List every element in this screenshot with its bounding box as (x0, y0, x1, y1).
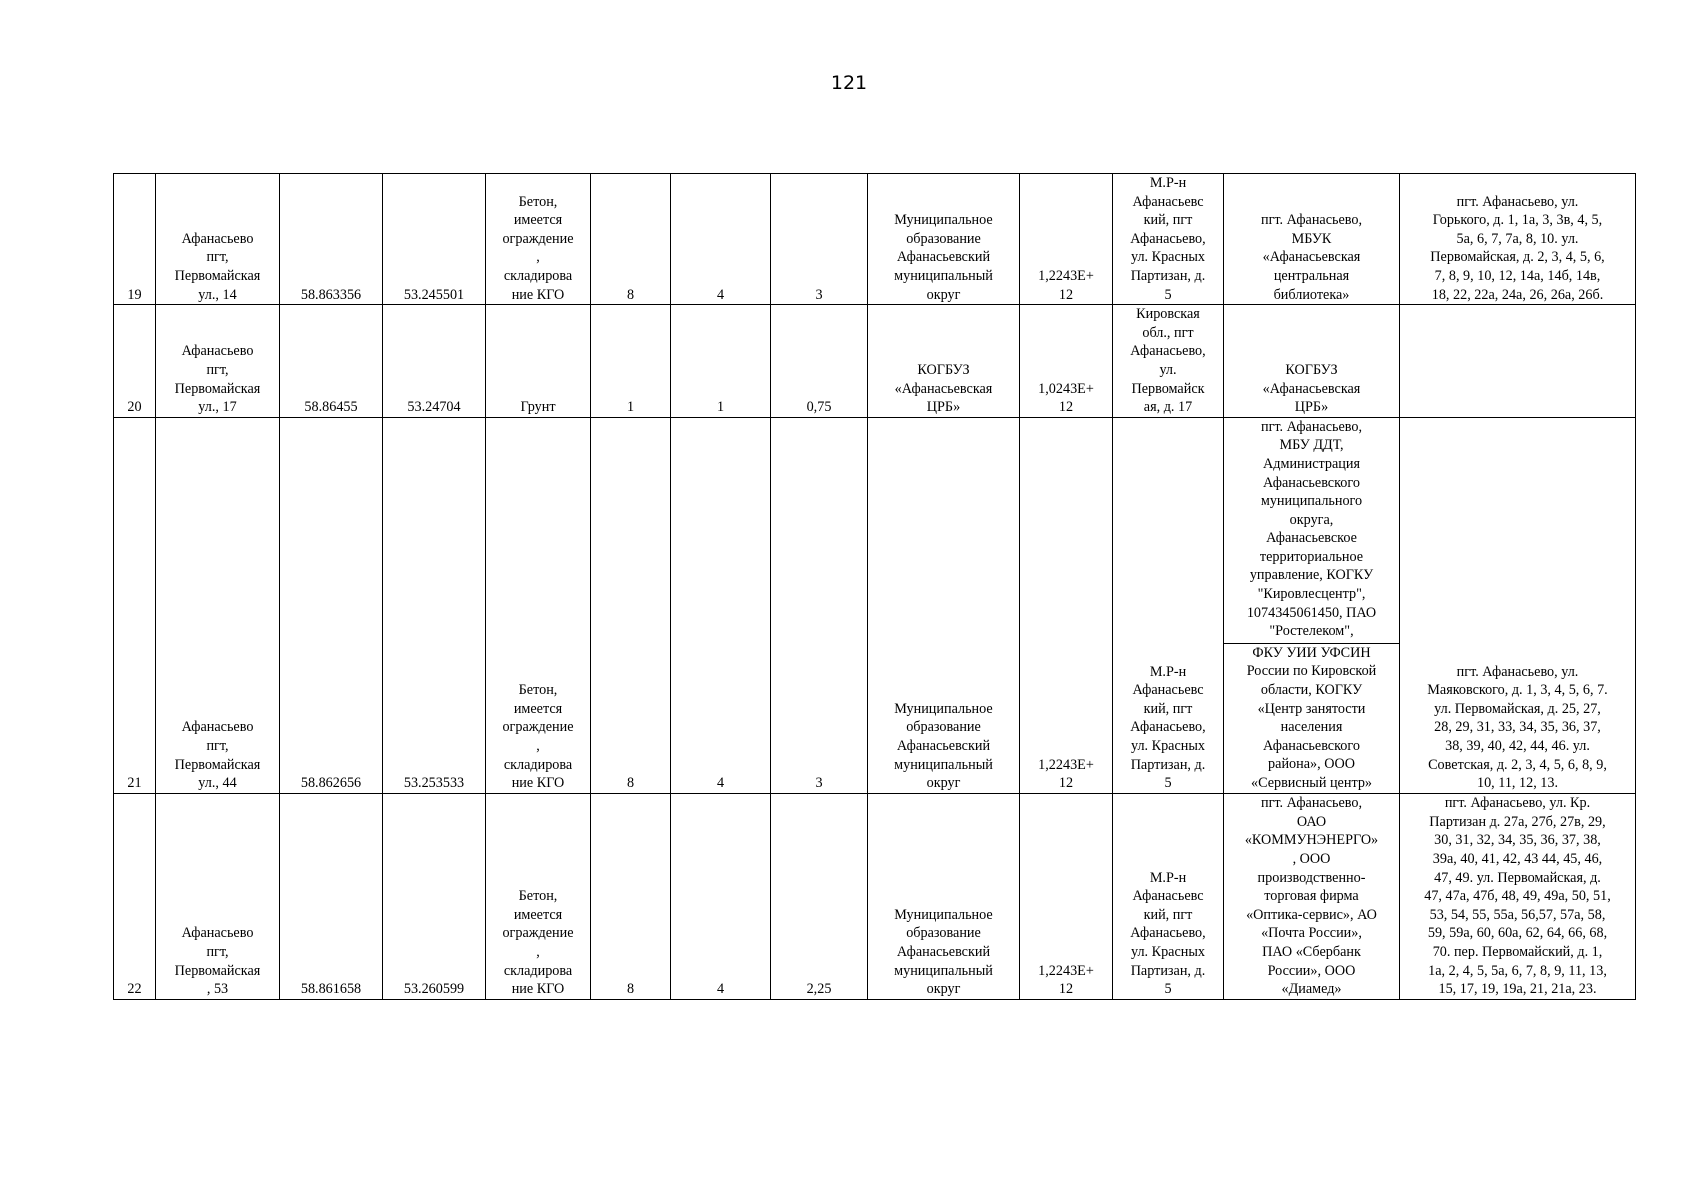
waste-sources-cell: КОГБУЗ «Афанасьевская ЦРБ» (1224, 305, 1400, 418)
container-count-cell: 4 (671, 793, 771, 999)
surface-cell: Грунт (486, 305, 591, 418)
row-number-cell: 21 (114, 417, 156, 793)
area-cell: 8 (591, 417, 671, 793)
table-row (114, 305, 1636, 418)
owner-address-cell: М.Р-н Афанасьевс кий, пгт Афанасьево, ул. Красных Партизан, д. 5 (1113, 793, 1224, 999)
latitude-cell: 58.86455 (280, 305, 383, 418)
longitude-cell: 53.245501 (383, 174, 486, 305)
table-row (114, 174, 1636, 305)
served-addresses-cell (1400, 305, 1636, 418)
address-cell: Афанасьево пгт, Первомайская ул., 44 (156, 417, 280, 793)
surface-cell: Бетон, имеется ограждение , складирова ние КГО (486, 417, 591, 793)
owner-cell: Муниципальное образование Афанасьевский муниципальный округ (868, 417, 1020, 793)
address-cell: Афанасьево пгт, Первомайская ул., 14 (156, 174, 280, 305)
longitude-cell: 53.253533 (383, 417, 486, 793)
volume-cell: 3 (771, 174, 868, 305)
owner-cell: КОГБУЗ «Афанасьевская ЦРБ» (868, 305, 1020, 418)
waste-sources-cell: пгт. Афанасьево, ОАО «КОММУНЭНЕРГО» , ООО производственно- торговая фирма «Оптика-сервис», АО «Почта России», ПАО «Сбербанк России», ООО «Диамед» (1224, 793, 1400, 999)
row-number-cell: 19 (114, 174, 156, 305)
container-sites-table (113, 173, 1636, 1000)
owner-ogrn-cell: 1,2243E+ 12 (1020, 174, 1113, 305)
table-row (114, 417, 1636, 793)
container-count-cell: 4 (671, 174, 771, 305)
area-cell: 8 (591, 174, 671, 305)
row-number-cell: 22 (114, 793, 156, 999)
owner-ogrn-cell: 1,2243E+ 12 (1020, 417, 1113, 793)
latitude-cell: 58.861658 (280, 793, 383, 999)
latitude-cell: 58.862656 (280, 417, 383, 793)
surface-cell: Бетон, имеется ограждение , складирова ние КГО (486, 174, 591, 305)
latitude-cell: 58.863356 (280, 174, 383, 305)
volume-cell: 0,75 (771, 305, 868, 418)
volume-cell: 3 (771, 417, 868, 793)
waste-sources-cell: пгт. Афанасьево, МБУК «Афанасьевская центральная библиотека» (1224, 174, 1400, 305)
owner-cell: Муниципальное образование Афанасьевский муниципальный округ (868, 174, 1020, 305)
owner-cell: Муниципальное образование Афанасьевский муниципальный округ (868, 793, 1020, 999)
owner-address-cell: Кировская обл., пгт Афанасьево, ул. Первомайск ая, д. 17 (1113, 305, 1224, 418)
surface-cell: Бетон, имеется ограждение , складирова ние КГО (486, 793, 591, 999)
page-number: 121 (830, 72, 868, 94)
longitude-cell: 53.260599 (383, 793, 486, 999)
container-count-cell: 4 (671, 417, 771, 793)
owner-address-cell: М.Р-н Афанасьевс кий, пгт Афанасьево, ул. Красных Партизан, д. 5 (1113, 417, 1224, 793)
longitude-cell: 53.24704 (383, 305, 486, 418)
address-cell: Афанасьево пгт, Первомайская ул., 17 (156, 305, 280, 418)
table-body (114, 174, 1636, 1000)
address-cell: Афанасьево пгт, Первомайская , 53 (156, 793, 280, 999)
served-addresses-cell: пгт. Афанасьево, ул. Кр. Партизан д. 27а, 27б, 27в, 29, 30, 31, 32, 34, 35, 36, 37, 38, 39а, 40, 41, 42, 43 44, 45, 46, 47, 49. ул. Первомайская, д. 47, 47а, 47б, 48, 49, 49а, 50, 51, 53, 54, 55, 55а, 56,57, 57а, 58, 59, 59а, 60, 60а, 62, 64, 66, 68, 70. пер. Первомайский, д. 1, 1а, 2, 4, 5, 5а, 6, 7, 8, 9, 11, 13, 15, 17, 19, 19а, 21, 21а, 23. (1400, 793, 1636, 999)
waste-sources-cell (1224, 417, 1400, 793)
waste-source-part: пгт. Афанасьево, МБУ ДДТ, Администрация Афанасьевского муниципального округа, Афанасьевское территориальное управление, КОГКУ "Кировлесцентр", 1074345061450, ПАО "Ростелеком", (1224, 418, 1399, 644)
served-addresses-cell: пгт. Афанасьево, ул. Горького, д. 1, 1а, 3, 3в, 4, 5, 5а, 6, 7, 7а, 8, 10. ул. Первомайская, д. 2, 3, 4, 5, 6, 7, 8, 9, 10, 12, 14а, 14б, 14в, 18, 22, 22а, 24а, 26, 26а, 26б. (1400, 174, 1636, 305)
owner-address-cell: М.Р-н Афанасьевс кий, пгт Афанасьево, ул. Красных Партизан, д. 5 (1113, 174, 1224, 305)
table-row (114, 793, 1636, 999)
row-number-cell: 20 (114, 305, 156, 418)
served-addresses-cell: пгт. Афанасьево, ул. Маяковского, д. 1, 3, 4, 5, 6, 7. ул. Первомайская, д. 25, 27, 28, 29, 31, 33, 34, 35, 36, 37, 38, 39, 40, 42, 44, 46. ул. Советская, д. 2, 3, 4, 5, 6, 8, 9, 10, 11, 12, 13. (1400, 417, 1636, 793)
volume-cell: 2,25 (771, 793, 868, 999)
container-count-cell: 1 (671, 305, 771, 418)
owner-ogrn-cell: 1,2243E+ 12 (1020, 793, 1113, 999)
area-cell: 8 (591, 793, 671, 999)
waste-source-part: ФКУ УИИ УФСИН России по Кировской области, КОГКУ «Центр занятости населения Афанасьевского района», ООО «Сервисный центр» (1246, 644, 1377, 791)
area-cell: 1 (591, 305, 671, 418)
owner-ogrn-cell: 1,0243E+ 12 (1020, 305, 1113, 418)
